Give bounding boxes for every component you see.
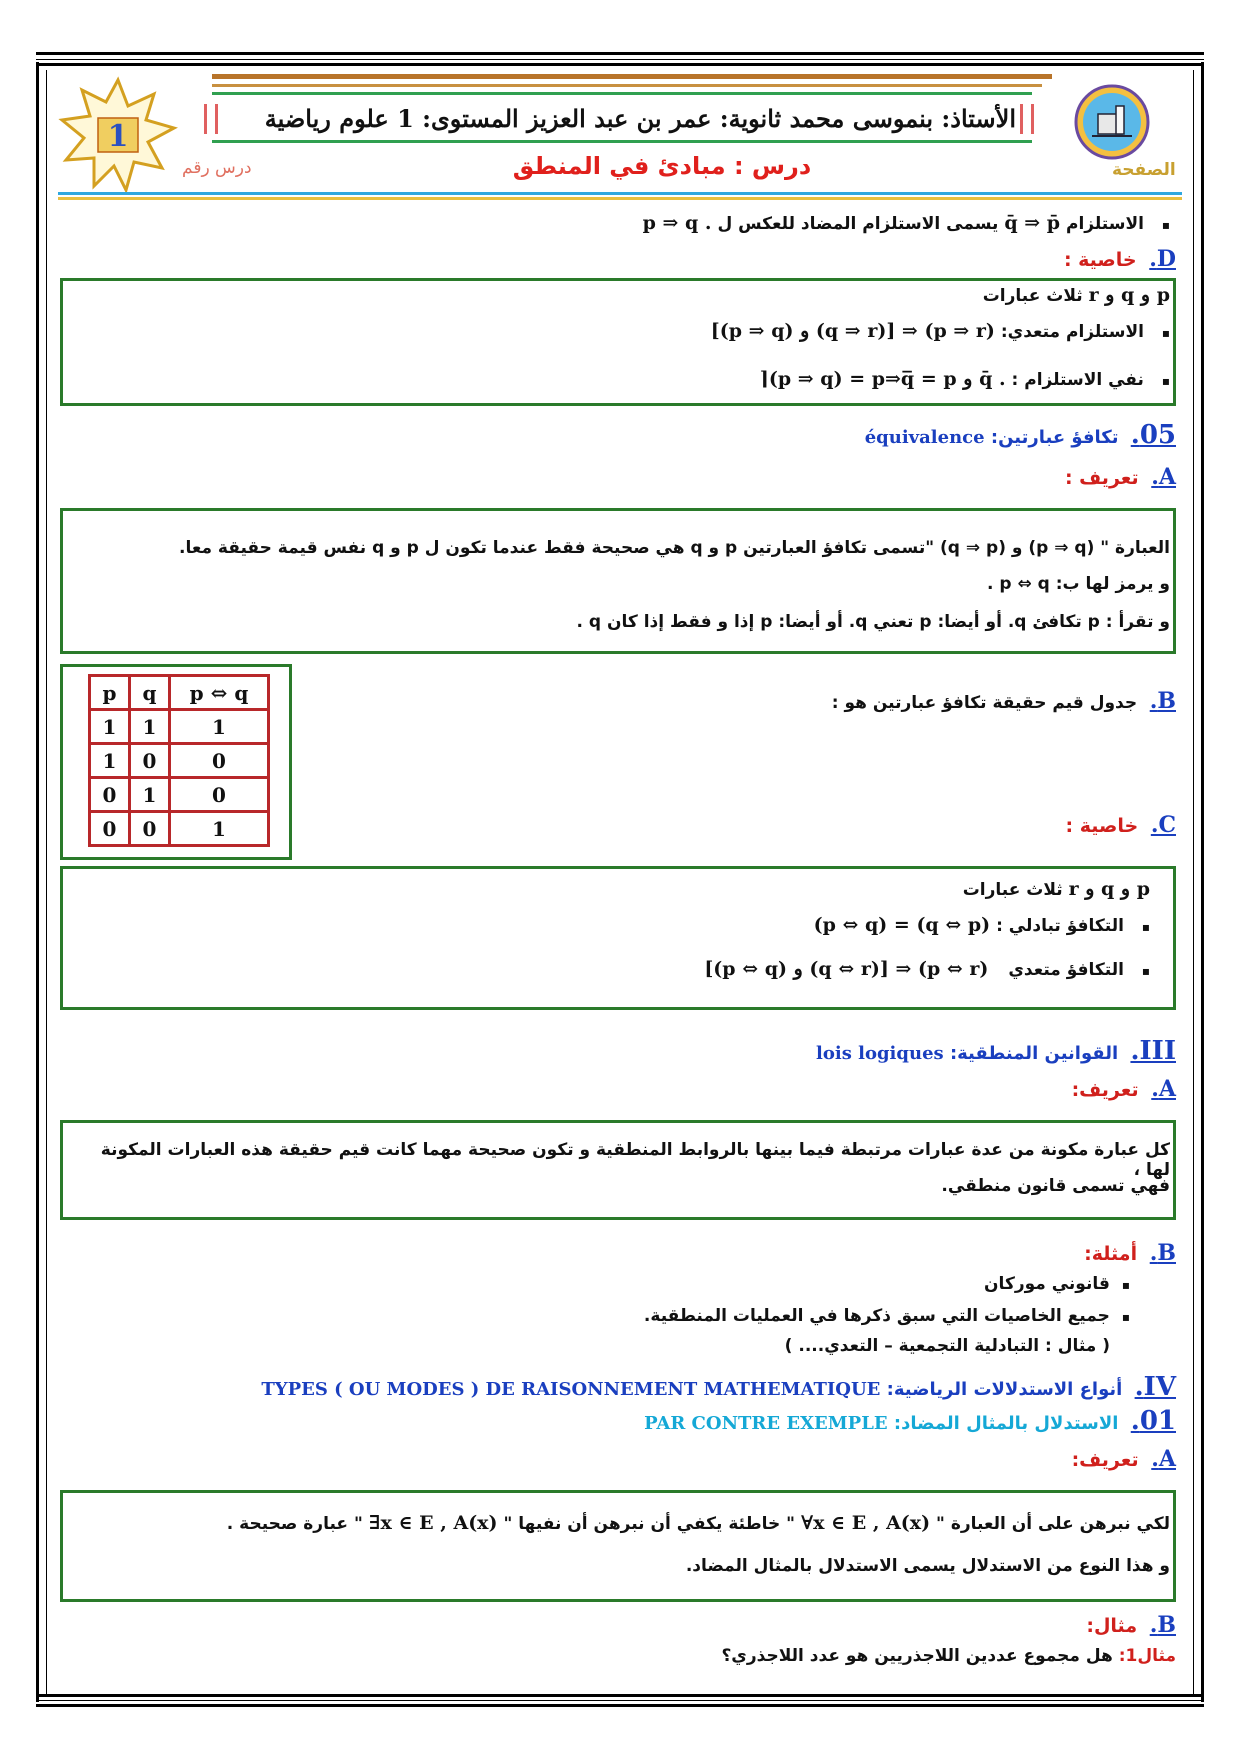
table-cell: 0 (90, 812, 130, 846)
star-number: 1 (107, 119, 129, 154)
truth-table-letter: B. (1149, 688, 1176, 714)
header-rule-yellow (58, 197, 1182, 200)
lesson-number-label: درس رقم (182, 158, 252, 178)
frame-top-rule-2 (36, 59, 1204, 60)
header-title: الأستاذ: بنموسى محمد ثانوية: عمر بن عبد العزيز المستوى: 1 علوم رياضية (204, 102, 1034, 136)
laws-title-fr: lois logiques (816, 1043, 944, 1064)
equivalence-number: 05. (1130, 420, 1176, 450)
reasoning-title-fr: TYPES ( OU MODES ) DE RAISONNEMENT MATHEMATIQUE (261, 1379, 881, 1400)
implication-negation-formula: ⌉(p ⇒ q) = p⇒q̅ = p و q̄ . (759, 368, 1006, 390)
section-d-title: خاصية : (1063, 249, 1137, 271)
laws-examples-title: أمثلة: (1084, 1243, 1138, 1265)
counterexample-number: 01. (1130, 1406, 1176, 1436)
table-cell: 1 (130, 778, 170, 812)
equivalence-prop-vars: p و q و r (1068, 878, 1150, 900)
laws-def-heading (1072, 1076, 1176, 1102)
implication-vars: p و q و r (1088, 284, 1170, 306)
truth-table (88, 674, 270, 847)
table-cell: 0 (90, 778, 130, 812)
table-cell: 1 (90, 710, 130, 744)
counterexample-def-line1 (74, 1512, 1170, 1534)
counterexample-example1 (721, 1646, 1176, 1666)
header-bar-brown (212, 74, 1052, 79)
header-bar-brown-2 (212, 84, 1042, 87)
header-bar-green-2 (212, 140, 1032, 143)
equivalence-title-ar: تكافؤ عبارتين: (990, 427, 1119, 448)
equivalence-prop-title: خاصية : (1065, 815, 1139, 837)
contrapositive-text-b: يسمى الاستلزام المضاد للعكس ل (717, 214, 999, 234)
table-row (90, 778, 269, 812)
equivalence-heading (865, 420, 1176, 450)
table-cell: 1 (90, 744, 130, 778)
page-label: الصفحة (1112, 160, 1176, 180)
implication-negation (760, 368, 1170, 390)
contrapositive-text-a: الاستلزام (1065, 214, 1144, 234)
table-row (90, 710, 269, 744)
equivalence-title-fr: équivalence (864, 427, 985, 448)
frame-bottom-rule-1 (36, 1694, 1204, 1697)
implication-negation-label: نفي الاستلزام : (1011, 370, 1144, 390)
reasoning-number: IV. (1134, 1372, 1176, 1402)
truth-table-title: جدول قيم حقيقة تكافؤ عبارتين هو : (831, 693, 1138, 713)
section-d-heading (1064, 246, 1176, 272)
frame-bottom-rule-2 (36, 1700, 1204, 1701)
lesson-title: درس : مبادئ في المنطق (512, 152, 812, 180)
counterexample-def-line2: و هذا النوع من الاستدلال يسمى الاستدلال بالمثال المضاد. (685, 1556, 1170, 1576)
counterexample-title-fr: PAR CONTRE EXEMPLE (644, 1413, 888, 1434)
school-logo-icon (1072, 82, 1152, 162)
counterexample-heading (644, 1406, 1176, 1436)
counterexample-example-title: مثال: (1086, 1615, 1138, 1637)
equivalence-def-heading (1065, 464, 1176, 490)
counterexample-def-text-c: " عبارة صحيحة . (226, 1514, 363, 1534)
counterexample-def-letter: A. (1151, 1446, 1176, 1472)
counterexample-example-heading (1086, 1612, 1176, 1638)
star-badge-icon (58, 76, 178, 196)
equivalence-symmetric-label: التكافؤ تبادلي : (996, 916, 1124, 936)
example1-text: هل مجموع عددين اللاجذريين هو عدد اللاجذري؟ (721, 1646, 1113, 1666)
counterexample-formula-exists: ∃x ∈ E , A(x) (368, 1512, 498, 1534)
counterexample-definition-box (60, 1490, 1176, 1602)
page-header (52, 72, 1188, 200)
truth-table-header-p: p (90, 676, 130, 710)
laws-def-letter: A. (1151, 1076, 1176, 1102)
counterexample-def-heading (1072, 1446, 1176, 1472)
table-cell: 0 (170, 778, 269, 812)
truth-table-header-pq: p ⇔ q (170, 676, 269, 710)
list-item: ▪ قانوني موركان (984, 1274, 1130, 1294)
laws-title-ar: القوانين المنطقية: (949, 1043, 1119, 1064)
table-row (90, 744, 269, 778)
example1-label: مثال1: (1118, 1646, 1176, 1666)
equivalence-symmetric-formula: (p ⇔ q) = (q ⇔ p) (813, 914, 991, 936)
equivalence-def-line3: و تقرأ : p تكافئ q. أو أيضا: p تعني q. أو أيضا: p إذا و فقط إذا كان q . (576, 612, 1170, 632)
counterexample-title-ar: الاستدلال بالمثال المضاد: (893, 1413, 1119, 1434)
laws-heading (816, 1036, 1176, 1066)
list-item: ▪ جميع الخاصيات التي سبق ذكرها في العمليات المنطقية. (644, 1306, 1130, 1326)
laws-number: III. (1130, 1036, 1176, 1066)
table-cell: 0 (170, 744, 269, 778)
counterexample-def-text-b: " خاطئة يكفي أن نبرهن أن نفيها " (503, 1514, 796, 1534)
implication-intro (983, 284, 1170, 306)
counterexample-example-letter: B. (1149, 1612, 1176, 1638)
equivalence-prop-heading (1066, 812, 1177, 838)
section-d-letter: D. (1149, 246, 1176, 272)
contrapositive-formula: q̄ ⇒ p̄ (1004, 212, 1061, 234)
truth-table-header-q: q (130, 676, 170, 710)
table-cell: 0 (130, 744, 170, 778)
table-cell: 1 (170, 710, 269, 744)
contrapositive-line (70, 212, 1170, 234)
equivalence-prop-letter: C. (1150, 812, 1176, 838)
truth-table-header (90, 676, 269, 710)
contrapositive-target: p ⇒ q . (642, 212, 712, 234)
reasoning-heading (66, 1372, 1176, 1402)
implication-transitive (711, 320, 1170, 342)
counterexample-def-text-a: لكي نبرهن على أن العبارة " (936, 1514, 1170, 1534)
equivalence-transitive-formula: [(p ⇔ q) و (q ⇔ r)] ⇒ (p ⇔ r) (704, 958, 989, 980)
equivalence-def-letter: A. (1151, 464, 1176, 490)
laws-examples-letter: B. (1149, 1240, 1176, 1266)
implication-transitive-formula: [(p ⇒ q) و (q ⇒ r)] ⇒ (p ⇒ r) (710, 320, 995, 342)
frame-bottom-rule-3 (36, 1704, 1204, 1707)
table-cell: 1 (130, 710, 170, 744)
table-cell: 1 (170, 812, 269, 846)
frame-top-rule-1 (36, 52, 1204, 55)
implication-transitive-label: الاستلزام متعدي: (1000, 322, 1144, 342)
laws-examples-heading (1084, 1240, 1176, 1266)
equivalence-symmetric (814, 914, 1150, 936)
equivalence-prop-intro-text: ثلاث عبارات (962, 880, 1063, 900)
laws-def-title: تعريف: (1071, 1079, 1139, 1101)
equivalence-def-title: تعريف : (1064, 467, 1139, 489)
laws-examples-note: ( مثال : التبادلية التجمعية – التعدي.... ) (784, 1336, 1110, 1356)
header-rule-cyan (58, 192, 1182, 195)
table-row (90, 812, 269, 846)
counterexample-def-title: تعريف: (1071, 1449, 1139, 1471)
counterexample-formula-forall: ∀x ∈ E , A(x) (800, 1512, 931, 1534)
equivalence-transitive (704, 958, 1150, 980)
equivalence-transitive-label: التكافؤ متعدي (1008, 960, 1124, 980)
equivalence-prop-intro (963, 878, 1150, 900)
header-bar-green (212, 92, 1032, 95)
table-cell: 0 (130, 812, 170, 846)
laws-def-line2: فهي تسمى قانون منطقي. (941, 1176, 1170, 1196)
reasoning-title-ar: أنواع الاستدلالات الرياضية: (886, 1379, 1123, 1400)
equivalence-def-line2: و يرمز لها ب: p ⇔ q . (987, 574, 1170, 594)
equivalence-def-line1: العبارة " (p ⇒ q) و (q ⇒ p) "تسمى تكافؤ العبارتين p و q هي صحيحة فقط عندما تكون ل p و q نفس قيمة حقيقة معا. (179, 538, 1170, 558)
laws-def-line1: كل عبارة مكونة من عدة عبارات مرتبطة فيما بينها بالروابط المنطقية و تكون صحيحة مهما كانت قيم حقيقة هذه العبارات المكونة لها ، (100, 1140, 1170, 1180)
implication-intro-text: ثلاث عبارات (982, 286, 1083, 306)
truth-table-heading (832, 688, 1176, 714)
